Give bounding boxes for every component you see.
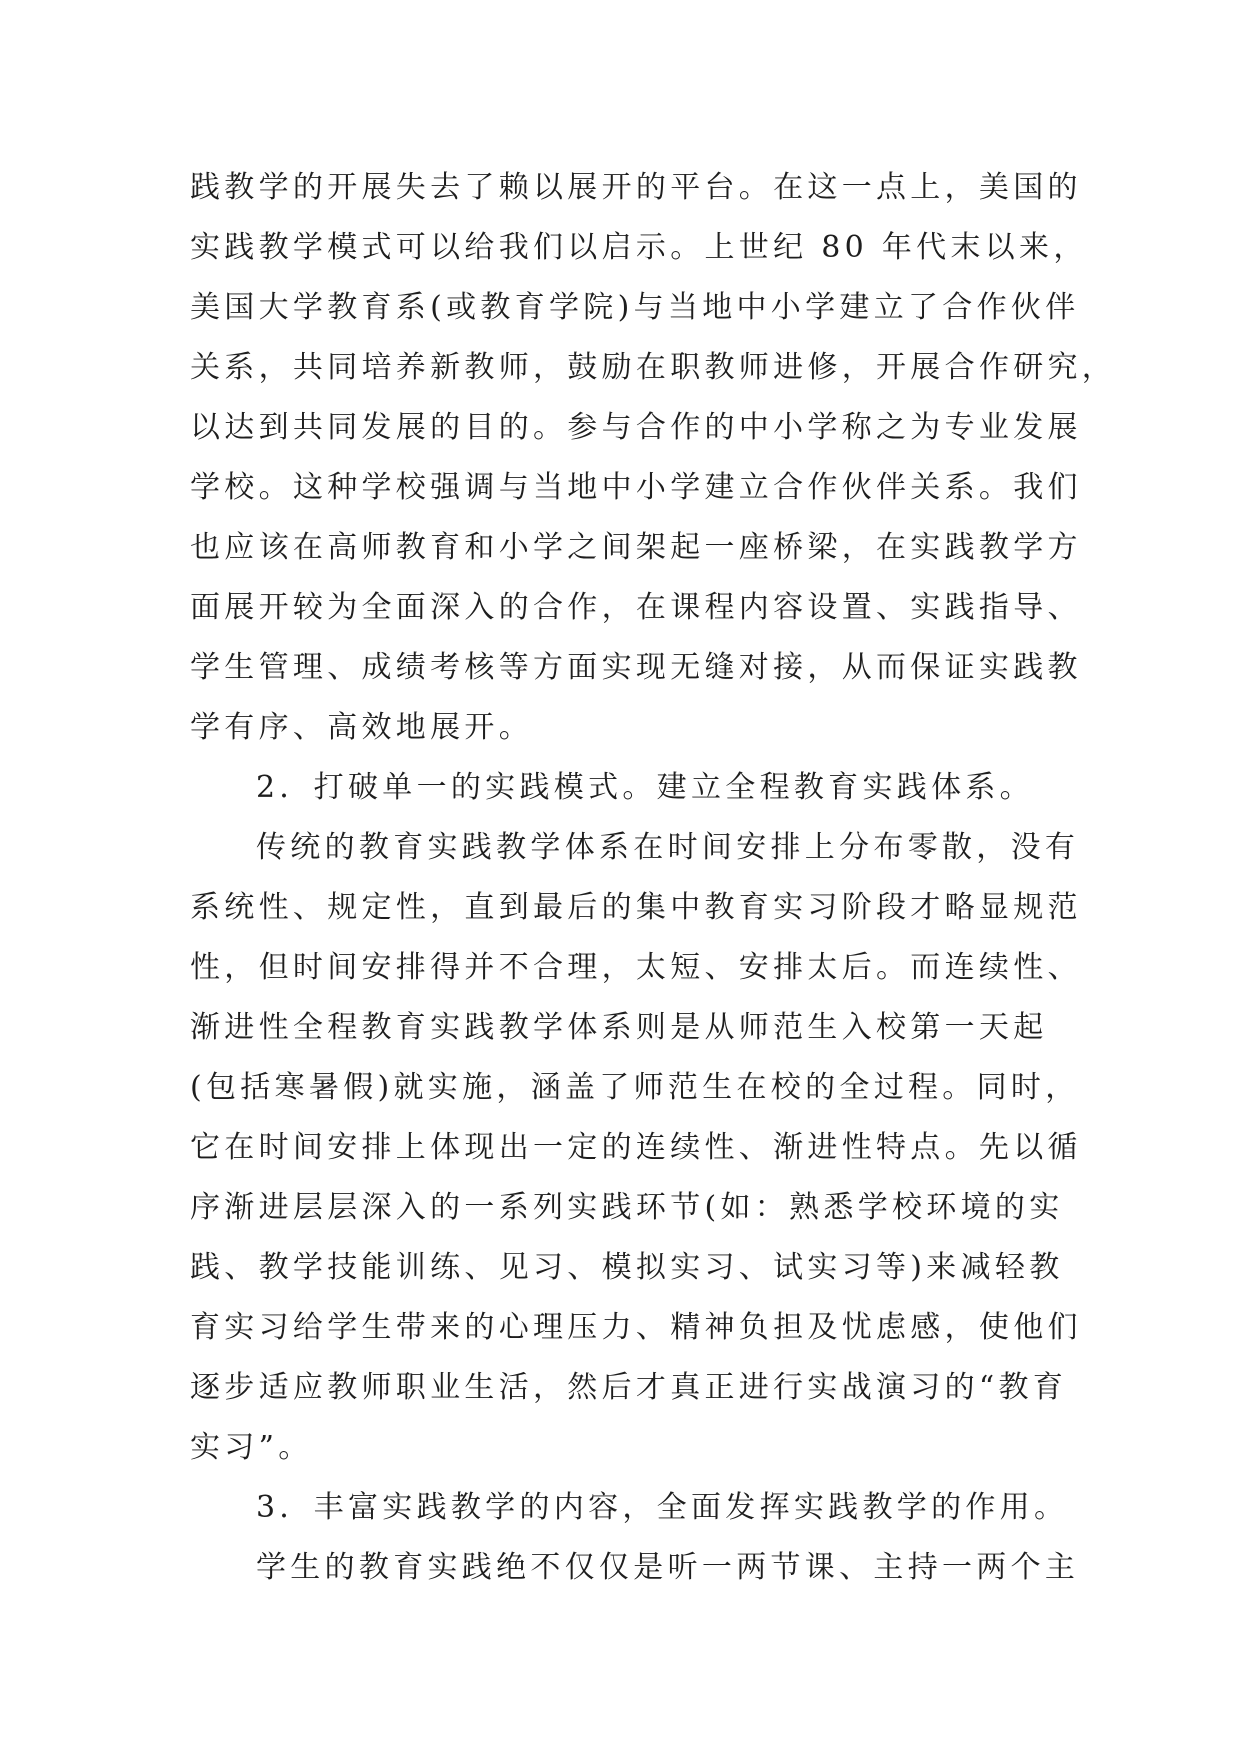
text-line: 它在时间安排上体现出一定的连续性、渐进性特点。先以循 xyxy=(190,1130,1082,1165)
text-line: 学生的教育实践绝不仅仅是听一两节课、主持一两个主 xyxy=(256,1550,1080,1585)
text-line: 性，但时间安排得并不合理，太短、安排太后。而连续性、 xyxy=(190,950,1082,985)
text-line: 以达到共同发展的目的。参与合作的中小学称之为专业发展 xyxy=(190,410,1082,445)
text-line: 序渐进层层深入的一系列实践环节(如：熟悉学校环境的实 xyxy=(190,1190,1064,1225)
text-line: 3．丰富实践教学的内容，全面发挥实践教学的作用。 xyxy=(256,1490,1069,1525)
text-line: 逐步适应教师职业生活，然后才真正进行实战演习的“教育 xyxy=(190,1370,1068,1405)
text-line: 渐进性全程教育实践教学体系则是从师范生入校第一天起 xyxy=(190,1010,1048,1045)
text-line: 也应该在高师教育和小学之间架起一座桥梁，在实践教学方 xyxy=(190,530,1082,565)
text-line: 学校。这种学校强调与当地中小学建立合作伙伴关系。我们 xyxy=(190,470,1082,505)
document-body xyxy=(190,158,1117,1598)
text-line: 践教学的开展失去了赖以展开的平台。在这一点上，美国的 xyxy=(190,170,1082,205)
text-line: 面展开较为全面深入的合作，在课程内容设置、实践指导、 xyxy=(190,590,1082,625)
text-line: 传统的教育实践教学体系在时间安排上分布零散，没有 xyxy=(256,830,1080,865)
text-line: 关系，共同培养新教师，鼓励在职教师进修，开展合作研究， xyxy=(190,350,1117,385)
text-line: 实习”。 xyxy=(190,1430,313,1465)
text-line: 系统性、规定性，直到最后的集中教育实习阶段才略显规范 xyxy=(190,890,1082,925)
text-line: 践、教学技能训练、见习、模拟实习、试实习等)来减轻教 xyxy=(190,1250,1064,1285)
text-line: 美国大学教育系(或教育学院)与当地中小学建立了合作伙伴 xyxy=(190,290,1080,325)
text-line: (包括寒暑假)就实施，涵盖了师范生在校的全过程。同时， xyxy=(190,1070,1080,1105)
text-line: 学有序、高效地展开。 xyxy=(190,710,533,745)
text-line: 实践教学模式可以给我们以启示。上世纪 80 年代末以来， xyxy=(190,230,1088,265)
text-line: 2．打破单一的实践模式。建立全程教育实践体系。 xyxy=(256,770,1034,805)
text-line: 育实习给学生带来的心理压力、精神负担及忧虑感，使他们 xyxy=(190,1310,1082,1345)
text-line: 学生管理、成绩考核等方面实现无缝对接，从而保证实践教 xyxy=(190,650,1082,685)
